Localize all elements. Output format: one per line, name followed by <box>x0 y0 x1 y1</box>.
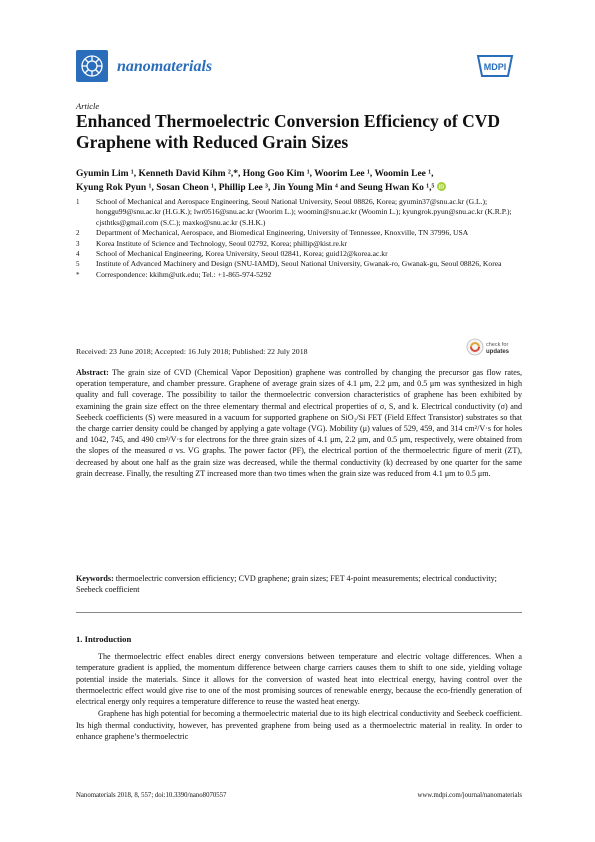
affiliation-mark: 4 <box>76 250 80 259</box>
correspondence-text: Correspondence: kkihm@utk.edu; Tel.: +1-865-974-5292 <box>96 269 272 279</box>
authors-line-1-text: Gyumin Lim ¹, Kenneth David Kihm ²,*, Hong Goo Kim ¹, Woorim Lee ¹, Woomin Lee ¹, <box>76 169 434 179</box>
affiliation-item <box>76 259 521 269</box>
affiliation-mark: * <box>76 270 80 279</box>
page-title: Enhanced Thermoelectric Conversion Efficiency of CVD Graphene with Reduced Grain Sizes <box>76 111 500 152</box>
affiliation-mark: 5 <box>76 260 80 269</box>
affiliation-text: Department of Mechanical, Aerospace, and Biomedical Engineering, University of Tennessee, Knoxville, TN 37996, USA <box>96 228 469 238</box>
journal-name[interactable]: nanomaterials <box>117 58 213 75</box>
check-for-text: check for <box>486 342 509 348</box>
affiliation-text: Institute of Advanced Machinery and Design (SNU-IAMD), Seoul National University, Gwanak-ro, Gwanak-gu, Seoul 08826, Korea <box>96 259 502 269</box>
introduction-body <box>76 651 522 743</box>
affiliation-item <box>76 270 521 280</box>
affiliation-mark: 1 <box>76 198 80 206</box>
section-heading: 1. Introduction <box>76 634 132 644</box>
authors-line-2-text: Kyung Rok Pyun ¹, Sosan Cheon ¹, Phillip Lee ³, Jin Young Min ⁴ and Seung Hwan Ko ¹,⁵ <box>76 182 435 193</box>
affiliations <box>76 197 521 280</box>
paragraph: The thermoelectric effect enables direct energy conversions between temperature and electric voltage differences. When a temperature gradient is applied, the momentum difference between charge carriers causes them to shift to one side, yielding voltage potential inside the materials. Since it allows for the conversion of wasted heat into electrical energy, having control over the thermoelectric effect would give rise to one of the most promising sources of renewable energy, because the eco-friendly generation of electrical energy only requires a temperature difference to reuse the wasted heat energy. <box>76 652 522 707</box>
paragraph: Graphene has high potential for becoming a thermoelectric material due to its high electrical conductivity and Seebeck coefficient. Its high thermal conductivity, however, has prevented graphene from being used as a thermoelectric material in reality. In order to enhance graphene’s thermoelectric <box>76 709 522 742</box>
article-type: Article <box>76 101 100 111</box>
affiliation-text: School of Mechanical Engineering, Korea University, Seoul 02841, Korea; guid12@korea.ac.kr <box>96 249 388 259</box>
section-divider <box>76 612 522 613</box>
check-for-updates-badge[interactable] <box>466 337 526 357</box>
author-list <box>76 168 521 195</box>
abstract-text: The grain size of CVD (Chemical Vapor Deposition) graphene was controlled by changing the precursor gas flow rates, operation temperature, and chamber pressure. Graphene of average grain sizes of 4.1 μm, 2.2 μm, and 0.5 μm was synthesized in high quality and full coverage. The possibility to tailor the thermoelectric conversion characteristics of graphene has been exhibited by examining the grain size effect on the three elementary thermal and electrical properties of σ, S, and k. Electrical conductivity (σ) and Seebeck coefficients (S) were measured in a vacuum for supported graphene on SiO₂/Si FET (Field Effect Transistor) substrates so that the charge carrier density could be changed by applying a gate voltage (VG). Mobility (μ) values of 529, 459, and 314 cm²/V·s for holes and 1042, 745, and 490 cm²/V·s for electrons for the three grain sizes of 4.1 μm, 2.2 μm, and 0.5 μm, respectively, were obtained from the slopes of the measured σ vs. VG graphs. The power factor (PF), the electrical portion of the thermoelectric figure of merit (ZT), decreased by about one half as the grain size was decreased, while the thermal conductivity (k) decreased by one quarter for the same grain decrease. Finally, the resulting ZT increased more than two times when the grain size was reduced from 4.1 μm to 0.5 μm. <box>76 368 522 478</box>
mdpi-logo-text: MDPI <box>483 62 507 72</box>
affiliation-text: School of Mechanical and Aerospace Engineering, Seoul National University, Seoul 08826, Korea; gyumin37@snu.ac.kr (G.L.); honggu99@snu.ac.kr (H.G.K.); lwr0516@snu.ac.kr (Woorim L.); woomin@snu.ac.kr (Woomin L.); kyungrok.pyun@snu.ac.kr (K.R.P.); cjsthtks@gmail.com (S.C.); maxko@snu.ac.kr (S.H.K.) <box>96 197 512 227</box>
abstract <box>76 367 522 479</box>
authors-line-1 <box>76 168 521 182</box>
affiliation-item <box>76 249 521 259</box>
orcid-icon[interactable] <box>437 182 446 191</box>
keywords-label: Keywords: <box>76 574 114 583</box>
mdpi-logo-icon[interactable] <box>474 52 516 80</box>
footer-citation: Nanomaterials 2018, 8, 557; doi:10.3390/nano8070557 <box>76 792 227 799</box>
abstract-label: Abstract: <box>76 368 109 377</box>
svg-text:iD: iD <box>438 184 444 191</box>
keywords-text: thermoelectric conversion efficiency; CVD graphene; grain sizes; FET 4-point measurements; electrical conductivity; Seebeck coefficient <box>76 574 497 595</box>
footer-journal-url[interactable]: www.mdpi.com/journal/nanomaterials <box>417 792 522 799</box>
authors-line-2 <box>76 182 521 196</box>
affiliation-item <box>76 239 521 249</box>
affiliation-mark: 3 <box>76 239 80 248</box>
updates-text: updates <box>486 349 510 355</box>
keywords <box>76 573 522 595</box>
affiliation-text: Korea Institute of Science and Technology, Seoul 02792, Korea; phillip@kist.re.kr <box>96 238 348 248</box>
journal-logo-icon <box>76 50 108 82</box>
affiliation-item <box>76 197 521 228</box>
publication-dates: Received: 23 June 2018; Accepted: 16 July 2018; Published: 22 July 2018 <box>76 347 308 356</box>
affiliation-item <box>76 228 521 238</box>
affiliation-mark: 2 <box>76 229 80 238</box>
